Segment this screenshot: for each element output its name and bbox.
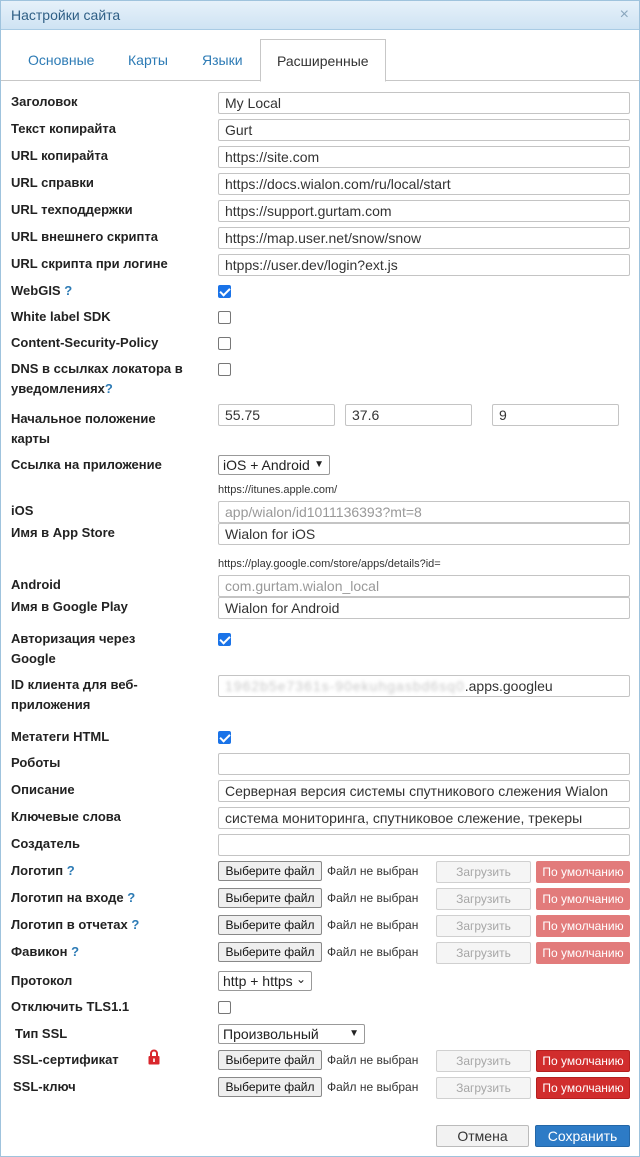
webgis-checkbox[interactable] [218, 285, 231, 298]
dns-locator-label [11, 359, 183, 399]
favicon-default-button[interactable]: По умолчанию [536, 942, 630, 964]
ssl-key-choose-file-button[interactable]: Выберите файл [218, 1077, 322, 1097]
ssl-cert-upload-button[interactable]: Загрузить [436, 1050, 531, 1072]
map-zoom-input[interactable]: 9 [492, 404, 619, 426]
webgis-help-icon[interactable]: ? [64, 283, 73, 298]
login-script-label: URL скрипта при логине [11, 256, 168, 271]
google-play-name-input[interactable]: Wialon for Android [218, 597, 630, 619]
ssl-cert-label: SSL-сертификат [13, 1052, 119, 1067]
logo-login-choose-file-button[interactable]: Выберите файл [218, 888, 322, 908]
chevron-down-icon: ▼ [349, 1028, 359, 1039]
client-id-suffix: .apps.googleu [464, 678, 553, 694]
logo-reports-default-button[interactable]: По умолчанию [536, 915, 630, 937]
google-auth-label-line2: Google [11, 651, 56, 666]
google-auth-checkbox[interactable] [218, 633, 231, 646]
client-id-input[interactable] [218, 675, 630, 697]
creator-input[interactable] [218, 834, 630, 856]
description-label: Описание [11, 782, 75, 797]
cancel-button[interactable]: Отмена [436, 1125, 529, 1147]
android-app-input[interactable]: com.gurtam.wialon_local [218, 575, 630, 597]
creator-label: Создатель [11, 836, 80, 851]
map-position-label-line2: карты [11, 431, 50, 446]
google-play-name-label: Имя в Google Play [11, 599, 128, 614]
logo-help-icon[interactable]: ? [66, 863, 75, 878]
dialog-title: Настройки сайта [11, 7, 121, 23]
support-url-label: URL техподдержки [11, 202, 133, 217]
title-bar [1, 1, 639, 30]
ssl-key-label: SSL-ключ [13, 1079, 76, 1094]
logo-upload-button[interactable]: Загрузить [436, 861, 531, 883]
csp-label: Content-Security-Policy [11, 335, 159, 350]
lock-icon [148, 1049, 160, 1065]
android-label: Android [11, 577, 61, 592]
client-id-label [11, 675, 138, 715]
copyright-text-input[interactable]: Gurt [218, 119, 630, 141]
description-input[interactable]: Серверная версия системы спутникового слежения Wialon [218, 780, 630, 802]
map-position-label-line1: Начальное положение [11, 411, 156, 426]
ios-app-input[interactable]: app/wialon/id1011136393?mt=8 [218, 501, 630, 523]
logo-choose-file-button[interactable]: Выберите файл [218, 861, 322, 881]
map-position-label [11, 409, 156, 449]
protocol-select[interactable] [218, 971, 312, 991]
logo-login-upload-button[interactable]: Загрузить [436, 888, 531, 910]
protocol-label: Протокол [11, 973, 73, 988]
dns-locator-label-line1: DNS в ссылках локатора в [11, 361, 183, 376]
ssl-type-value: Произвольный [223, 1026, 319, 1042]
csp-checkbox[interactable] [218, 337, 231, 350]
robots-label: Роботы [11, 755, 61, 770]
logo-label-text: Логотип [11, 863, 64, 878]
ssl-cert-choose-file-button[interactable]: Выберите файл [218, 1050, 322, 1070]
android-url-prefix: https://play.google.com/store/apps/details?id= [218, 558, 441, 570]
logo-default-button[interactable]: По умолчанию [536, 861, 630, 883]
ssl-cert-default-button[interactable]: По умолчанию [536, 1050, 630, 1072]
client-id-label-line2: приложения [11, 697, 91, 712]
app-link-select[interactable] [218, 455, 330, 475]
ssl-type-select[interactable] [218, 1024, 365, 1044]
ssl-key-upload-button[interactable]: Загрузить [436, 1077, 531, 1099]
protocol-value: http + https [223, 973, 293, 989]
logo-reports-label [11, 915, 139, 935]
save-button[interactable]: Сохранить [535, 1125, 630, 1147]
dns-locator-label-line2: уведомлениях [11, 381, 105, 396]
logo-file-status: Файл не выбран [327, 864, 419, 878]
dns-locator-checkbox[interactable] [218, 363, 231, 376]
keywords-label: Ключевые слова [11, 809, 121, 824]
app-link-value: iOS + Android [223, 457, 310, 473]
logo-label [11, 861, 75, 881]
white-label-sdk-label: White label SDK [11, 309, 111, 324]
meta-html-label: Метатеги HTML [11, 729, 110, 744]
favicon-label-text: Фавикон [11, 944, 68, 959]
logo-login-label [11, 888, 135, 908]
keywords-input[interactable]: система мониторинга, спутниковое слежение, трекеры [218, 807, 630, 829]
tab-maps[interactable]: Карты [128, 52, 168, 68]
webgis-label-text: WebGIS [11, 283, 61, 298]
google-auth-label [11, 629, 135, 669]
copyright-text-label: Текст копирайта [11, 121, 116, 136]
header-input[interactable]: My Local [218, 92, 630, 114]
favicon-upload-button[interactable]: Загрузить [436, 942, 531, 964]
map-lon-input[interactable]: 37.6 [345, 404, 472, 426]
chevron-down-icon: ▼ [314, 459, 324, 470]
white-label-sdk-checkbox[interactable] [218, 311, 231, 324]
copyright-url-input[interactable]: https://site.com [218, 146, 630, 168]
meta-html-checkbox[interactable] [218, 731, 231, 744]
logo-login-label-text: Логотип на входе [11, 890, 124, 905]
copyright-url-label: URL копирайта [11, 148, 108, 163]
google-auth-label-line1: Авторизация через [11, 631, 136, 646]
close-icon[interactable]: × [619, 6, 629, 23]
app-store-name-label: Имя в App Store [11, 525, 115, 540]
ssl-type-label: Тип SSL [15, 1026, 68, 1041]
login-script-input[interactable]: htpps://user.dev/login?ext.js [218, 254, 630, 276]
client-id-blurred-value: 1962b5e7361s-90ekuhgasbd6sq0 [225, 678, 465, 694]
ios-label: iOS [11, 503, 34, 518]
client-id-label-line1: ID клиента для веб- [11, 677, 138, 692]
ios-url-prefix: https://itunes.apple.com/ [218, 484, 338, 496]
logo-reports-upload-button[interactable]: Загрузить [436, 915, 531, 937]
app-store-name-input[interactable]: Wialon for iOS [218, 523, 630, 545]
tab-bar [1, 39, 639, 81]
ssl-key-default-button[interactable]: По умолчанию [536, 1077, 630, 1099]
support-url-input[interactable]: https://support.gurtam.com [218, 200, 630, 222]
logo-login-default-button[interactable]: По умолчанию [536, 888, 630, 910]
dns-locator-help-icon[interactable]: ? [104, 381, 113, 396]
favicon-label [11, 942, 79, 962]
logo-login-file-status: Файл не выбран [327, 891, 419, 905]
chevron-down-icon: ⌄ [295, 972, 306, 986]
favicon-choose-file-button[interactable]: Выберите файл [218, 942, 322, 962]
tab-general[interactable]: Основные [28, 52, 95, 68]
logo-reports-label-text: Логотип в отчетах [11, 917, 128, 932]
external-script-input[interactable]: https://map.user.net/snow/snow [218, 227, 630, 249]
webgis-label [11, 281, 72, 301]
help-url-label: URL справки [11, 175, 94, 190]
logo-reports-file-status: Файл не выбран [327, 918, 419, 932]
tls-checkbox[interactable] [218, 1001, 231, 1014]
favicon-file-status: Файл не выбран [327, 945, 419, 959]
logo-login-help-icon[interactable]: ? [127, 890, 136, 905]
help-url-input[interactable]: https://docs.wialon.com/ru/local/start [218, 173, 630, 195]
tls-label: Отключить TLS1.1 [11, 999, 130, 1014]
map-lat-input[interactable]: 55.75 [218, 404, 335, 426]
tab-advanced[interactable]: Расширенные [260, 39, 386, 82]
ssl-key-file-status: Файл не выбран [327, 1080, 419, 1094]
ssl-cert-file-status: Файл не выбран [327, 1053, 419, 1067]
tab-languages[interactable]: Языки [202, 52, 243, 68]
logo-reports-choose-file-button[interactable]: Выберите файл [218, 915, 322, 935]
logo-reports-help-icon[interactable]: ? [131, 917, 140, 932]
robots-input[interactable] [218, 753, 630, 775]
external-script-label: URL внешнего скрипта [11, 229, 158, 244]
favicon-help-icon[interactable]: ? [71, 944, 80, 959]
app-link-label: Ссылка на приложение [11, 457, 162, 472]
header-label: Заголовок [11, 94, 78, 109]
